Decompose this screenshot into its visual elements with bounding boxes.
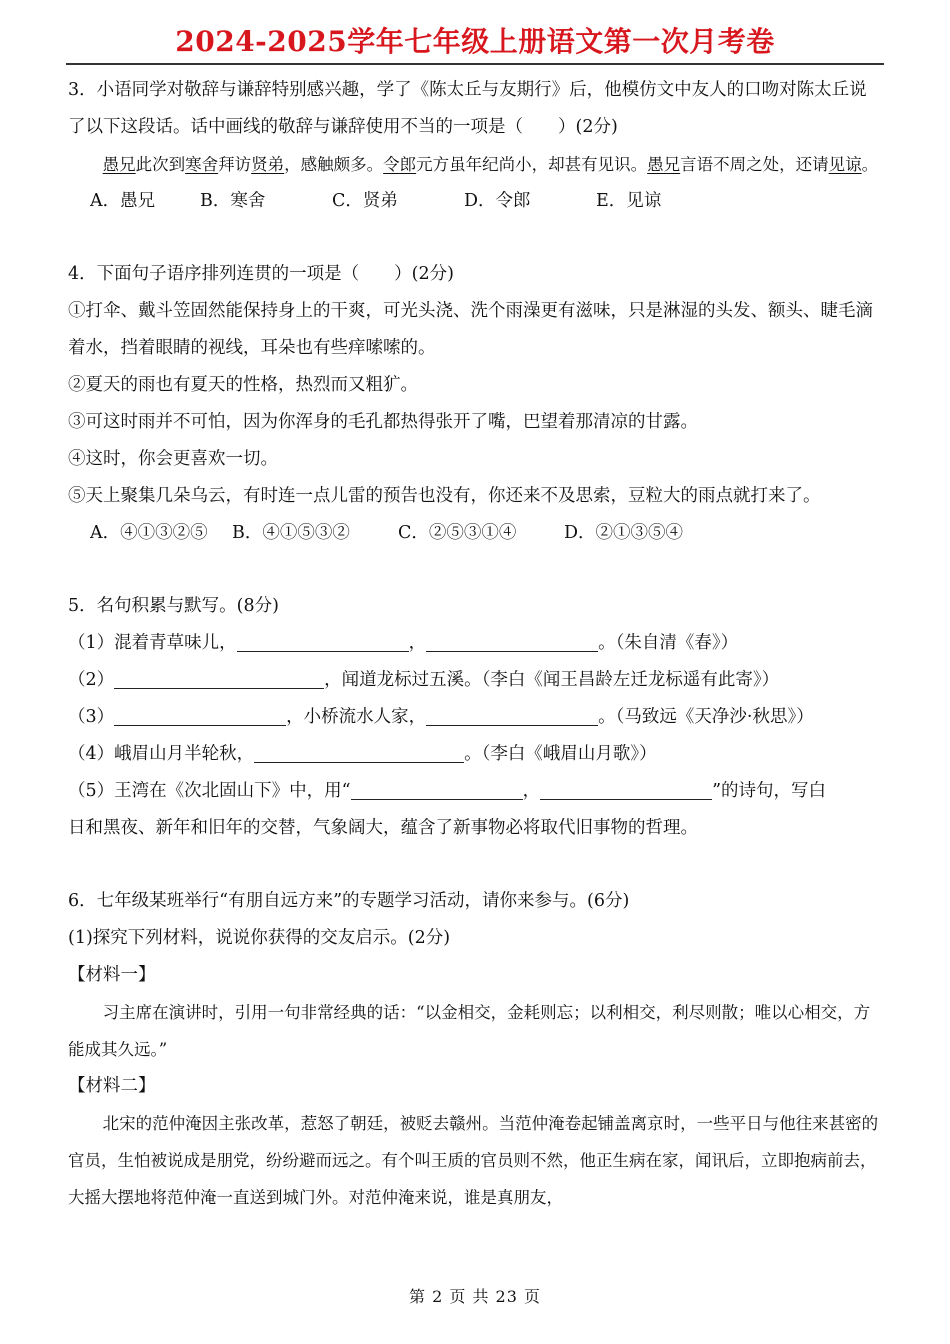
answer-blank[interactable]	[254, 742, 464, 763]
q5-line-5: （5）王湾在《次北固山下》中，用“ ， ”的诗句，写白	[68, 781, 827, 801]
q3-underline-linglang: 令郎	[383, 155, 417, 174]
q3-stem: 3．小语同学对敬辞与谦辞特别感兴趣，学了《陈太丘与友期行》后，他模仿文中友人的口吻对陈太丘说了以下这段话。话中画线的敬辞与谦辞使用不当的一项是（ ）(2分)	[68, 80, 867, 137]
q4-sentence-1: ①打伞、戴斗笠固然能保持身上的干爽，可光头浇、洗个雨澡更有滋味，只是淋湿的头发、额头、睫毛滴着水，挡着眼睛的视线，耳朵也有些痒嗦嗦的。	[68, 301, 873, 358]
q3-underline-hanshe: 寒舍	[185, 155, 219, 174]
q6-sub-1: (1)探究下列材料，说说你获得的交友启示。(2分)	[68, 928, 451, 948]
q4-sentence-4: ④这时，你会更喜欢一切。	[68, 449, 278, 469]
q5-line-2: （2） ，闻道龙标过五溪。（李白《闻王昌龄左迁龙标遥有此寄》）	[68, 670, 780, 690]
q3-option-b: B．寒舍	[200, 191, 266, 211]
q4-options	[68, 515, 884, 552]
q4-option-b: B．④①⑤③②	[232, 523, 350, 543]
q3-option-a: A．愚兄	[90, 191, 156, 211]
page-title: 2024-2025学年七年级上册语文第一次月考卷	[175, 25, 775, 58]
answer-blank[interactable]	[540, 779, 712, 800]
answer-blank[interactable]	[114, 668, 324, 689]
header-divider	[66, 63, 884, 65]
answer-blank[interactable]	[237, 631, 409, 652]
answer-blank[interactable]	[114, 705, 286, 726]
q3-underline-xiandi: 贤弟	[251, 155, 285, 174]
page-number: 第 2 页 共 23 页	[409, 1287, 541, 1306]
exam-content	[68, 72, 884, 1216]
q4-sentence-3: ③可这时雨并不可怕，因为你浑身的毛孔都热得张开了嘴，巴望着那清凉的甘露。	[68, 412, 698, 432]
q4-sentence-2: ②夏天的雨也有夏天的性格，热烈而又粗犷。	[68, 375, 418, 395]
q5-line-3: （3） ，小桥流水人家， 。（马致远《天净沙·秋思》）	[68, 707, 814, 727]
q3-underline-jianliang: 见谅	[828, 155, 862, 174]
q3-options	[68, 183, 884, 220]
q3-option-d: D．令郎	[464, 191, 531, 211]
material-2-title: 【材料二】	[68, 1076, 156, 1096]
q4-option-c: C．②⑤③①④	[398, 523, 517, 543]
answer-blank[interactable]	[351, 779, 523, 800]
q3-underline-yuxiong: 愚兄	[102, 155, 136, 174]
q4-option-a: A．④①③②⑤	[90, 523, 208, 543]
q5-line-5-cont: 日和黑夜、新年和旧年的交替，气象阔大，蕴含了新事物必将取代旧事物的哲理。	[68, 818, 698, 838]
q4-stem: 4．下面句子语序排列连贯的一项是（ ）(2分)	[68, 264, 454, 284]
q3-option-e: E．见谅	[596, 191, 662, 211]
q5-line-1: （1）混着青草味儿， ， 。（朱自清《春》）	[68, 633, 739, 653]
q3-passage: 愚兄此次到寒舍拜访贤弟，感触颇多。令郎元方虽年纪尚小，却甚有见识。愚兄言语不周之处，还请见谅。	[102, 155, 879, 174]
answer-blank[interactable]	[426, 705, 598, 726]
q6-stem: 6．七年级某班举行“有朋自远方来”的专题学习活动，请你来参与。(6分)	[68, 891, 630, 911]
q5-line-4: （4）峨眉山月半轮秋， 。（李白《峨眉山月歌》）	[68, 744, 657, 764]
q4-option-d: D．②①③⑤④	[564, 523, 684, 543]
material-1-text: 习主席在演讲时，引用一句非常经典的话：“以金相交，金耗则忘；以利相交，利尽则散；唯以心相交，方能成其久远。”	[68, 1003, 871, 1059]
q5-stem: 5．名句积累与默写。(8分)	[68, 596, 279, 616]
material-2-text: 北宋的范仲淹因主张改革，惹怒了朝廷，被贬去赣州。当范仲淹卷起铺盖离京时，一些平日与他往来甚密的官员，生怕被说成是朋党，纷纷避而远之。有个叫王质的官员则不然，他正生病在家，闻讯后，立即抱病前去，大摇大摆地将范仲淹一直送到城门外。对范仲淹来说，谁是真朋友，	[68, 1114, 879, 1207]
q4-sentence-5: ⑤天上聚集几朵乌云，有时连一点儿雷的预告也没有，你还来不及思索，豆粒大的雨点就打来了。	[68, 486, 821, 506]
q3-underline-yuxiong-2: 愚兄	[647, 155, 681, 174]
q3-option-c: C．贤弟	[332, 191, 398, 211]
answer-blank[interactable]	[426, 631, 598, 652]
material-1-title: 【材料一】	[68, 965, 156, 985]
